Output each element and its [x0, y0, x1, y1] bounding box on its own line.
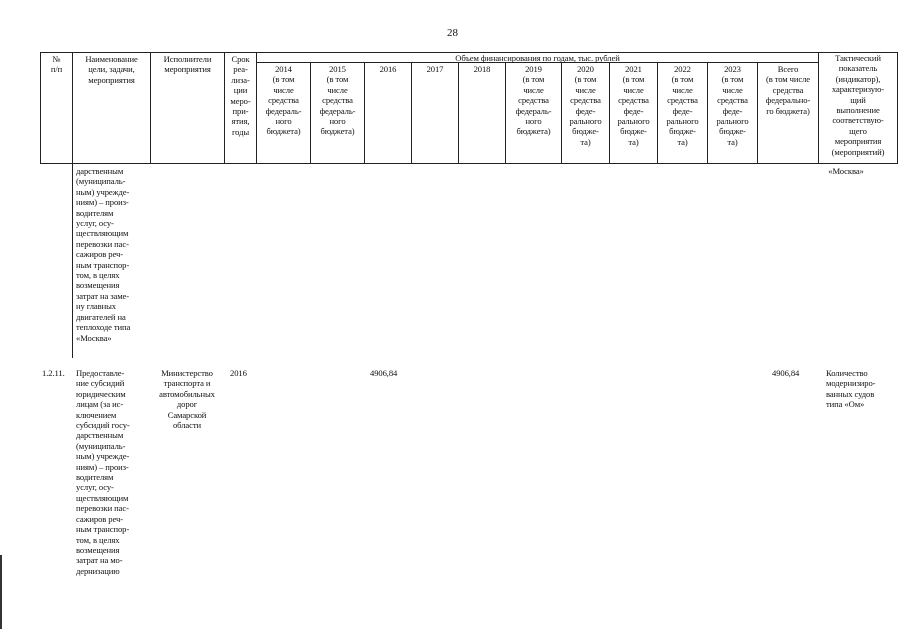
header-year-2021: 2021 (в том числе средства феде- рального бюдже- та): [617, 64, 650, 147]
header-num: № п/п: [50, 54, 63, 75]
row-indicator: Количество модернизиро- ванных судов типа «Ом»: [826, 368, 876, 410]
header-bottom-border: [40, 163, 898, 164]
row-executor: Министерство транспорта и автомобильных дорог Самарской области: [159, 368, 215, 431]
page-number: 28: [447, 27, 458, 39]
row-num: 1.2.11.: [42, 368, 65, 378]
header-year-2022: 2022 (в том числе средства феде- рального бюдже- та): [666, 64, 699, 147]
header-year-2018: 2018: [473, 64, 491, 74]
header-year-2017: 2017: [426, 64, 444, 74]
header-year-2015: 2015 (в том числе средства федераль- ного бюджета): [319, 64, 356, 137]
continuation-indicator: «Москва»: [828, 166, 864, 176]
header-year-2023: 2023 (в том числе средства феде- рального бюдже- та): [716, 64, 749, 147]
col-divider-8: [458, 62, 459, 164]
row-term: 2016: [230, 368, 247, 378]
col-divider-6: [364, 62, 365, 164]
table-right-border: [897, 52, 898, 164]
header-executors: Исполнители мероприятия: [163, 54, 212, 75]
col-divider-7: [411, 62, 412, 164]
row-value-2016: 4906,84: [370, 368, 398, 378]
header-term: Срок реа- лиза- ции меро- при- ятия, годы: [230, 54, 251, 137]
header-year-2016: 2016: [379, 64, 397, 74]
row-total: 4906,84: [772, 368, 800, 378]
header-year-2019: 2019 (в том числе средства федераль- ного бюджета): [515, 64, 552, 137]
header-funding-group: Объем финансирования по годам, тыс. рублей: [455, 53, 620, 63]
header-year-2014: 2014 (в том числе средства федераль- ного бюджета): [265, 64, 302, 137]
continuation-name: дарственным (муниципаль- ным) учрежде- ниям) – произ- водителям услуг, осу- ществляющим перевозки пас- сажиров реч- ным транспор- том, в целях возмещения затрат на заме- ну главных двигателей на теплоходе типа «Москва»: [76, 166, 131, 343]
header-indicator: Тактический показатель (индикатор), характеризую- щий выполнение соответствую- щего мероприятия (мероприятий): [831, 53, 885, 157]
row-name: Предоставле- ние субсидий юридическим лицам (за ис- ключением субсидий госу- дарственным (муниципаль- ным) учрежде- ниям) – произ- водителям услуг, осу- ществляющим перевозки пас- сажиров реч- ным транспор- том, в целях возмещения затрат на мо- дернизацию: [76, 368, 130, 576]
header-total: Всего (в том числе средства федерально- го бюджета): [765, 64, 811, 116]
header-year-2020: 2020 (в том числе средства феде- рального бюдже- та): [569, 64, 602, 147]
header-name: Наименование цели, задачи, мероприятия: [85, 54, 138, 85]
page-edge-mark: [0, 555, 2, 629]
col-divider-1: [72, 52, 73, 358]
